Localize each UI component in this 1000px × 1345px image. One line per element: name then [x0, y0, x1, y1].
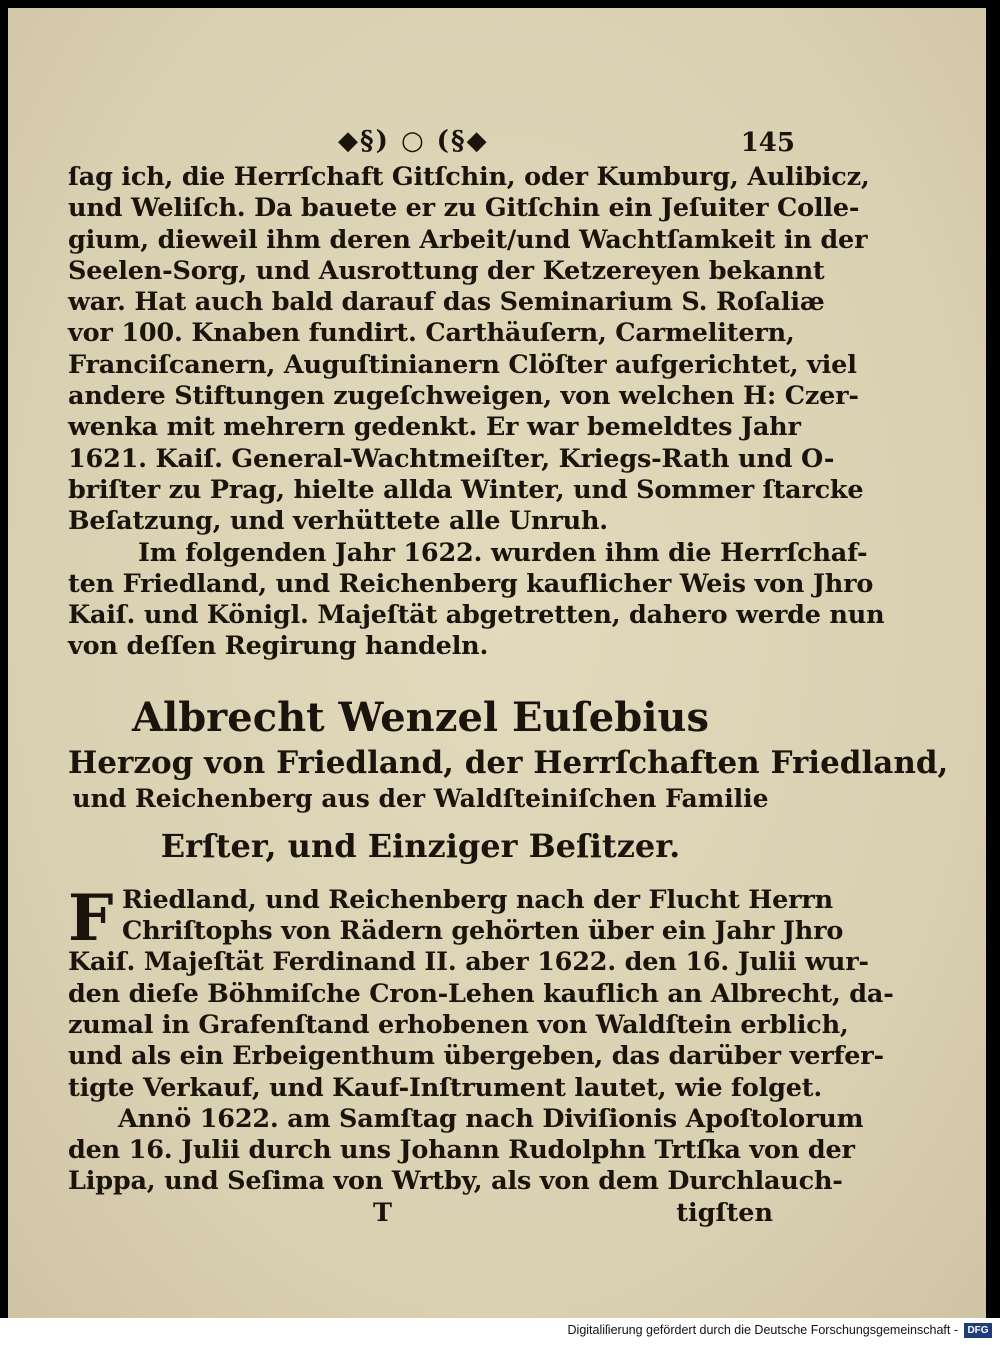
- text-line: 1621. Kaiſ. General-Wachtmeiſter, Kriegs-Rath und O-: [68, 443, 835, 474]
- text-line: war. Hat auch bald darauf das Seminarium S. Roſaliæ: [68, 287, 825, 318]
- paragraph-1: [68, 162, 870, 538]
- text-line: und als ein Erbeigenthum übergeben, das darüber verfer-: [68, 1041, 884, 1072]
- text-line: und Weliſch. Da bauete er zu Gitſchin ein Jeſuiter Colle-: [68, 193, 860, 224]
- catchword-line: [68, 1198, 773, 1229]
- text-line: den 16. Julii durch uns Johann Rudolphn Trtſka von der: [68, 1135, 855, 1166]
- heading-title: Herzog von Friedland, der Herrſchaften Friedland,: [68, 744, 949, 781]
- text-line: Annö 1622. am Samſtag nach Diviſionis Apoſtolorum: [118, 1103, 864, 1134]
- heading-name: Albrecht Wenzel Euſebius: [131, 693, 710, 741]
- heading-owner: Erſter, und Einziger Beſitzer.: [160, 826, 681, 865]
- text-line: Beſatzung, und verhüttete alle Unruh.: [68, 506, 608, 537]
- text-line: ſag ich, die Herrſchaft Gitſchin, oder Kumburg, Aulibicz,: [68, 162, 870, 192]
- text-line: Kaiſ. Majeſtät Ferdinand II. aber 1622. den 16. Julii wur-: [68, 947, 869, 978]
- text-line: Riedland, und Reichenberg nach der Flucht Herrn: [122, 884, 833, 915]
- text-line: andere Stiftungen zugeſchweigen, von welchen H: Czer-: [68, 381, 859, 412]
- paragraph-2: [68, 880, 894, 1104]
- header-ornament: ◆§) ○ (§◆: [338, 126, 489, 156]
- scanned-page: [8, 8, 986, 1318]
- page-text-block: [68, 126, 949, 1229]
- text-line: wenka mit mehrern gedenkt. Er war bemeldtes Jahr: [68, 412, 801, 443]
- text-line: briſter zu Prag, hielte allda Winter, und Sommer ſtarcke: [68, 474, 864, 505]
- paragraph-1b: [68, 537, 885, 663]
- text-line: den dieſe Böhmiſche Cron-Lehen kauflich an Albrecht, da-: [68, 978, 894, 1009]
- heading-subtitle: und Reichenberg aus der Waldſteiniſchen Familie: [72, 783, 769, 813]
- text-line: Kaiſ. und Königl. Majeſtät abgetretten, dahero werde nun: [68, 600, 885, 631]
- text-line: Im folgenden Jahr 1622. wurden ihm die Herrſchaf-: [138, 537, 868, 568]
- drop-cap: F: [68, 880, 114, 956]
- funding-note: Digitaliſierung gefördert durch die Deutsche Forschungsgemeinschaft -: [567, 1323, 958, 1337]
- text-line: gium, dieweil ihm deren Arbeit/und Wachtſamkeit in der: [68, 224, 868, 255]
- text-line: von deſſen Regirung handeln.: [68, 631, 489, 662]
- text-line: ten Friedland, und Reichenberg kauflicher Weis von Jhro: [68, 568, 874, 599]
- text-line: vor 100. Knaben fundirt. Carthäuſern, Carmelitern,: [68, 318, 795, 349]
- running-head: [68, 126, 795, 160]
- section-heading: [68, 693, 949, 869]
- text-line: Franciſcanern, Auguſtinianern Clöſter aufgerichtet, viel: [68, 349, 857, 380]
- page-number: 145: [740, 128, 795, 158]
- signature-mark: T: [373, 1197, 392, 1228]
- text-line: Lippa, und Seſima von Wrtby, als von dem Durchlauch-: [68, 1166, 843, 1197]
- catchword: tigſten: [676, 1197, 773, 1228]
- text-line: zumal in Grafenſtand erhobenen von Waldſtein erblich,: [68, 1009, 849, 1040]
- text-line: tigte Verkauf, und Kauf-Inſtrument lautet, wie folget.: [68, 1072, 823, 1103]
- paragraph-3: [68, 1103, 864, 1198]
- text-line: Chriſtophs von Rädern gehörten über ein Jahr Jhro: [122, 916, 844, 947]
- footer-bar: [0, 1318, 1000, 1345]
- text-line: Seelen-Sorg, und Ausrottung der Ketzereyen bekannt: [68, 255, 825, 286]
- dfg-logo: DFG: [964, 1323, 992, 1338]
